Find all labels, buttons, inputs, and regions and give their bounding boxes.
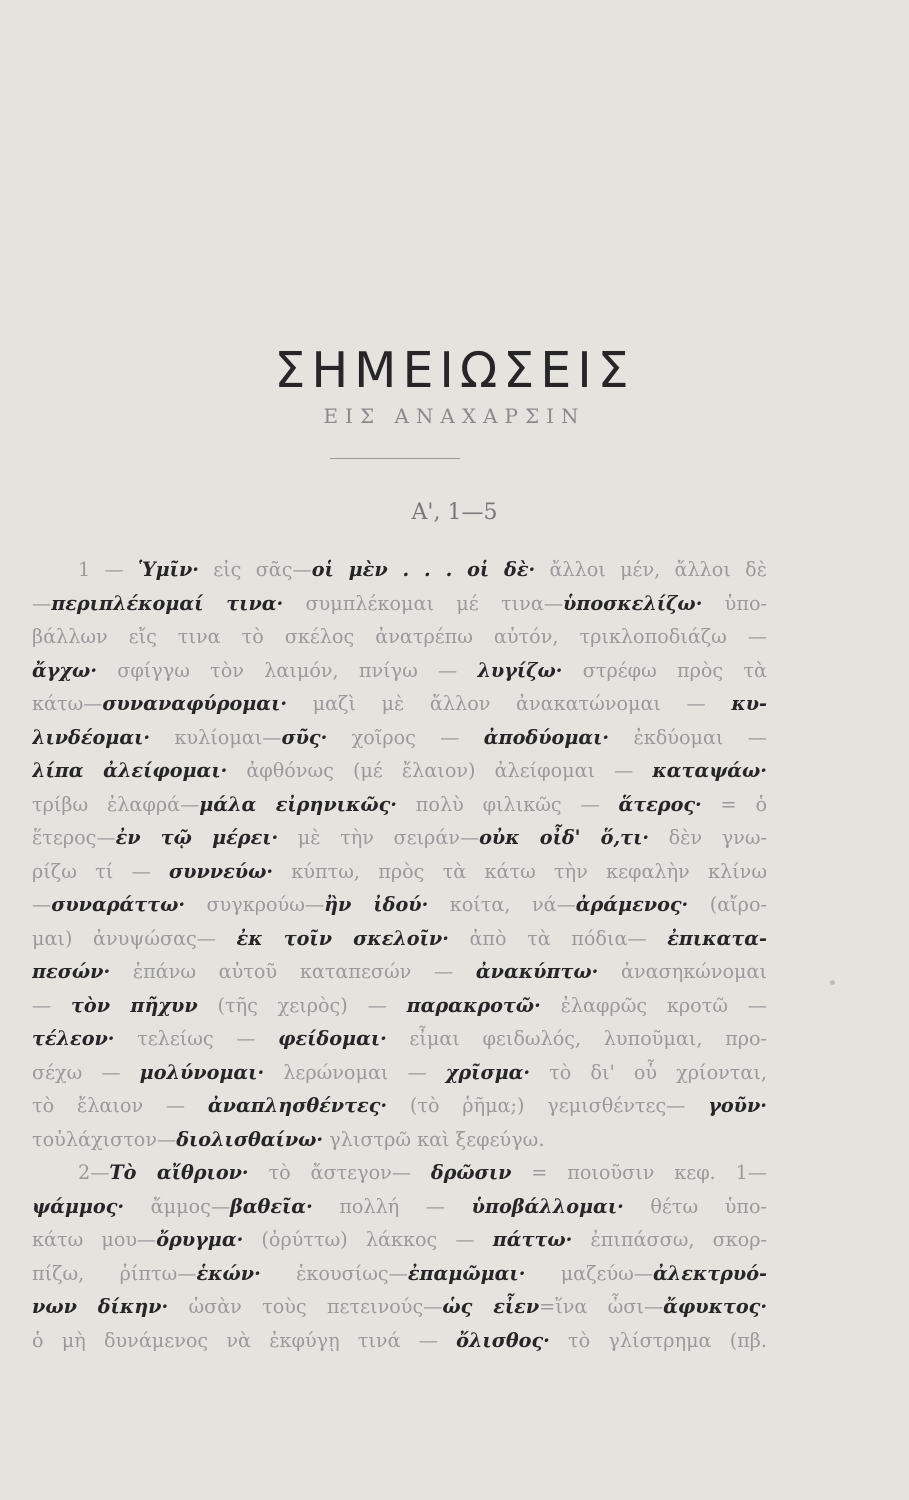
headword: περιπλέκομαί τινα·	[51, 591, 284, 615]
headword: οἱ μὲν . . . οἱ δὲ·	[311, 558, 536, 581]
headword: μολύνομαι·	[139, 1060, 265, 1084]
headword: κυ-	[731, 692, 767, 715]
gloss-text: ἄλλοι μέν, ἄλλοι δὲ	[535, 558, 767, 581]
gloss-text: ὑπο-	[702, 591, 767, 615]
headword: ἀποδύομαι·	[483, 725, 610, 749]
gloss-text: ἀπὸ τὰ πόδια—	[448, 926, 668, 950]
gloss-text: τὸ ἄστεγον—	[248, 1161, 431, 1184]
headword: Ὑμῖν·	[137, 558, 199, 581]
notes-body	[32, 553, 767, 1357]
section-heading: Α', 1—5	[411, 500, 498, 525]
headword: φείδομαι·	[278, 1027, 387, 1050]
gloss-text: συμπλέκομαι μέ τινα—	[283, 591, 563, 615]
gloss-text: λερώνομαι —	[264, 1060, 446, 1084]
gloss-text: = ὁ	[701, 792, 767, 816]
gloss-text: (τῆς χειρὸς) —	[197, 993, 407, 1017]
headword: παρακροτῶ·	[406, 993, 541, 1017]
headword: λίπα ἀλείφομαι·	[32, 759, 228, 782]
text-line	[32, 620, 767, 654]
text-line	[32, 922, 767, 956]
headword: ψάμμος·	[32, 1194, 125, 1218]
headword: ἢν ἰδού·	[324, 893, 429, 916]
headword: λυγίζω·	[477, 658, 563, 682]
headword: χρῖσμα·	[445, 1060, 531, 1084]
headword: ἀναπλησθέντες·	[207, 1094, 388, 1117]
gloss-text: μαζεύω—	[525, 1261, 653, 1285]
gloss-text: = ποιοῦσιν κεφ. 1—	[511, 1161, 767, 1184]
text-line	[32, 654, 767, 688]
gloss-text: ἐπάνω αὐτοῦ καταπεσών —	[110, 960, 476, 983]
gloss-text: ἀφθόνως (μέ ἔλαιον) ἀλείφομαι —	[227, 759, 653, 782]
headword: διολισθαίνω·	[176, 1127, 324, 1151]
headword: ἐκ τοῖν σκελοῖν·	[236, 926, 449, 950]
headword: ἄγχω·	[32, 658, 98, 682]
gloss-text: ὡσὰν τοὺς πετεινούς—	[168, 1295, 443, 1318]
gloss-text: ἄμμος—	[124, 1194, 231, 1218]
gloss-text: κυλίομαι—	[150, 725, 282, 749]
gloss-text: τοὐλάχιστον—	[32, 1127, 177, 1151]
text-line	[32, 1324, 767, 1358]
headword: καταψάω·	[652, 759, 767, 782]
text-line	[32, 1022, 767, 1056]
gloss-text: 1 —	[78, 558, 138, 581]
gloss-text: κύπτω, πρὸς τὰ κάτω τὴν κεφαλὴν κλίνω	[273, 859, 767, 883]
headword: ὑποσκελίζω·	[562, 591, 703, 615]
gloss-text: μὲ τὴν σειράν—	[278, 826, 480, 849]
gloss-text: τρίβω ἐλαφρά—	[32, 792, 200, 816]
text-line	[32, 1190, 767, 1224]
headword: τέλεον·	[32, 1027, 115, 1050]
headword: οὐκ οἶδ' ὅ,τι·	[479, 826, 650, 849]
gloss-text: εἶμαι φειδωλός, λυποῦμαι, προ-	[386, 1027, 767, 1050]
text-line	[32, 721, 767, 755]
headword: ὡς εἶεν	[442, 1295, 540, 1318]
gloss-text: πολὺ φιλικῶς —	[396, 792, 619, 816]
text-line	[32, 788, 767, 822]
headword: ἅτερος·	[618, 792, 702, 816]
headword: συναναφύρομαι·	[102, 692, 288, 715]
gloss-text: γλιστρῶ καὶ ξεφεύγω.	[323, 1127, 545, 1151]
gloss-text: μαι) ἀνυψώσας—	[32, 926, 237, 950]
gloss-text: χοῖρος —	[327, 725, 484, 749]
headword: ὄλισθος·	[456, 1328, 550, 1352]
text-line	[32, 1223, 767, 1257]
gloss-text: ρίζω τί —	[32, 859, 170, 883]
headword: ὑποβάλλομαι·	[471, 1194, 624, 1218]
gloss-text: τὸ ἔλαιον —	[32, 1094, 208, 1117]
gloss-text: βάλλων εἴς τινα τὸ σκέλος ἀνατρέπω αὐτόν, τρικλοποδιάζω —	[32, 625, 767, 648]
text-line	[32, 1056, 767, 1090]
headword: μάλα εἰρηνικῶς·	[199, 792, 397, 816]
gloss-text: στρέφω πρὸς τὰ	[562, 658, 767, 682]
headword: ἐν τῷ μέρει·	[115, 826, 279, 849]
gloss-text: ἕτερος—	[32, 826, 116, 849]
gloss-text: (ὀρύττω) λάκκος —	[243, 1228, 493, 1251]
paper-speck	[830, 980, 835, 985]
headword: ἀνακύπτω·	[475, 960, 599, 983]
page-title: ΣΗΜΕΙΩΣΕΙΣ	[274, 342, 635, 399]
gloss-text: ἐπιπάσσω, σκορ-	[572, 1228, 767, 1251]
gloss-text: (τὸ ῥῆμα;) γεμισθέντες—	[387, 1094, 709, 1117]
gloss-text: δὲν γνω-	[649, 826, 767, 849]
text-line	[32, 821, 767, 855]
text-line	[32, 1123, 767, 1157]
gloss-text: —	[32, 591, 52, 615]
gloss-text: τὸ γλίστρημα (πβ.	[549, 1328, 767, 1352]
gloss-text: ἐλαφρῶς κροτῶ —	[540, 993, 767, 1017]
gloss-text: κάτω—	[32, 692, 103, 715]
page-subtitle: ΕΙΣ ΑΝΑΧΑΡΣΙΝ	[323, 404, 586, 428]
gloss-text: ἑκουσίως—	[260, 1261, 408, 1285]
text-line	[32, 587, 767, 621]
gloss-text: συγκρούω—	[185, 893, 325, 916]
headword: ἐπικατα-	[667, 926, 767, 950]
headword: δρῶσιν	[430, 1161, 512, 1184]
headword: ἀράμενος·	[575, 893, 689, 916]
gloss-text: —	[32, 893, 52, 916]
headword: ἑκών·	[196, 1261, 261, 1285]
text-line	[32, 989, 767, 1023]
gloss-text: σφίγγω τὸν λαιμόν, πνίγω —	[97, 658, 478, 682]
headword: σῦς·	[281, 725, 328, 749]
gloss-text: τελείως —	[114, 1027, 279, 1050]
headword: συναράττω·	[51, 893, 186, 916]
gloss-text: πολλή —	[312, 1194, 472, 1218]
gloss-text: —	[32, 993, 72, 1017]
divider	[330, 458, 460, 459]
gloss-text: 2—	[78, 1161, 110, 1184]
text-line	[32, 754, 767, 788]
gloss-text: σέχω —	[32, 1060, 140, 1084]
gloss-text: ἐκδύομαι —	[609, 725, 767, 749]
gloss-text: πίζω, ῥίπτω—	[32, 1261, 197, 1285]
text-line	[32, 1089, 767, 1123]
headword: γοῦν·	[708, 1094, 767, 1117]
headword: ἀλεκτρυό-	[652, 1261, 767, 1285]
headword: νων δίκην·	[32, 1295, 169, 1318]
gloss-text: μαζὶ μὲ ἄλλον ἀνακατώνομαι —	[287, 692, 732, 715]
text-line	[32, 1156, 767, 1190]
gloss-text: =ἵνα ὦσι—	[539, 1295, 664, 1318]
gloss-text: κοίτα, νά—	[428, 893, 576, 916]
gloss-text: ἀνασηκώνομαι	[598, 960, 767, 983]
headword: τὸν πῆχυν	[71, 993, 198, 1017]
text-line	[32, 955, 767, 989]
text-line	[32, 1257, 767, 1291]
text-line	[32, 687, 767, 721]
gloss-text: θέτω ὑπο-	[623, 1194, 767, 1218]
text-line	[32, 855, 767, 889]
headword: ὄρυγμα·	[156, 1228, 244, 1251]
gloss-text: ὁ μὴ δυνάμενος νὰ ἐκφύγῃ τινά —	[32, 1328, 457, 1352]
text-line	[32, 553, 767, 587]
headword: πάττω·	[492, 1228, 573, 1251]
text-line	[32, 888, 767, 922]
gloss-text: κάτω μου—	[32, 1228, 157, 1251]
headword: ἐπαμῶμαι·	[407, 1261, 526, 1285]
headword: βαθεῖα·	[230, 1194, 313, 1218]
headword: συννεύω·	[169, 859, 274, 883]
headword: λινδέομαι·	[32, 725, 151, 749]
text-line	[32, 1290, 767, 1324]
headword: πεσών·	[32, 960, 111, 983]
gloss-text: (αἴρο-	[688, 893, 767, 916]
headword: ἄφυκτος·	[663, 1295, 767, 1318]
gloss-text: τὸ δι' οὗ χρίονται,	[530, 1060, 767, 1084]
headword: Τὸ αἴθριον·	[109, 1161, 249, 1184]
gloss-text: εἰς σᾶς—	[198, 558, 312, 581]
